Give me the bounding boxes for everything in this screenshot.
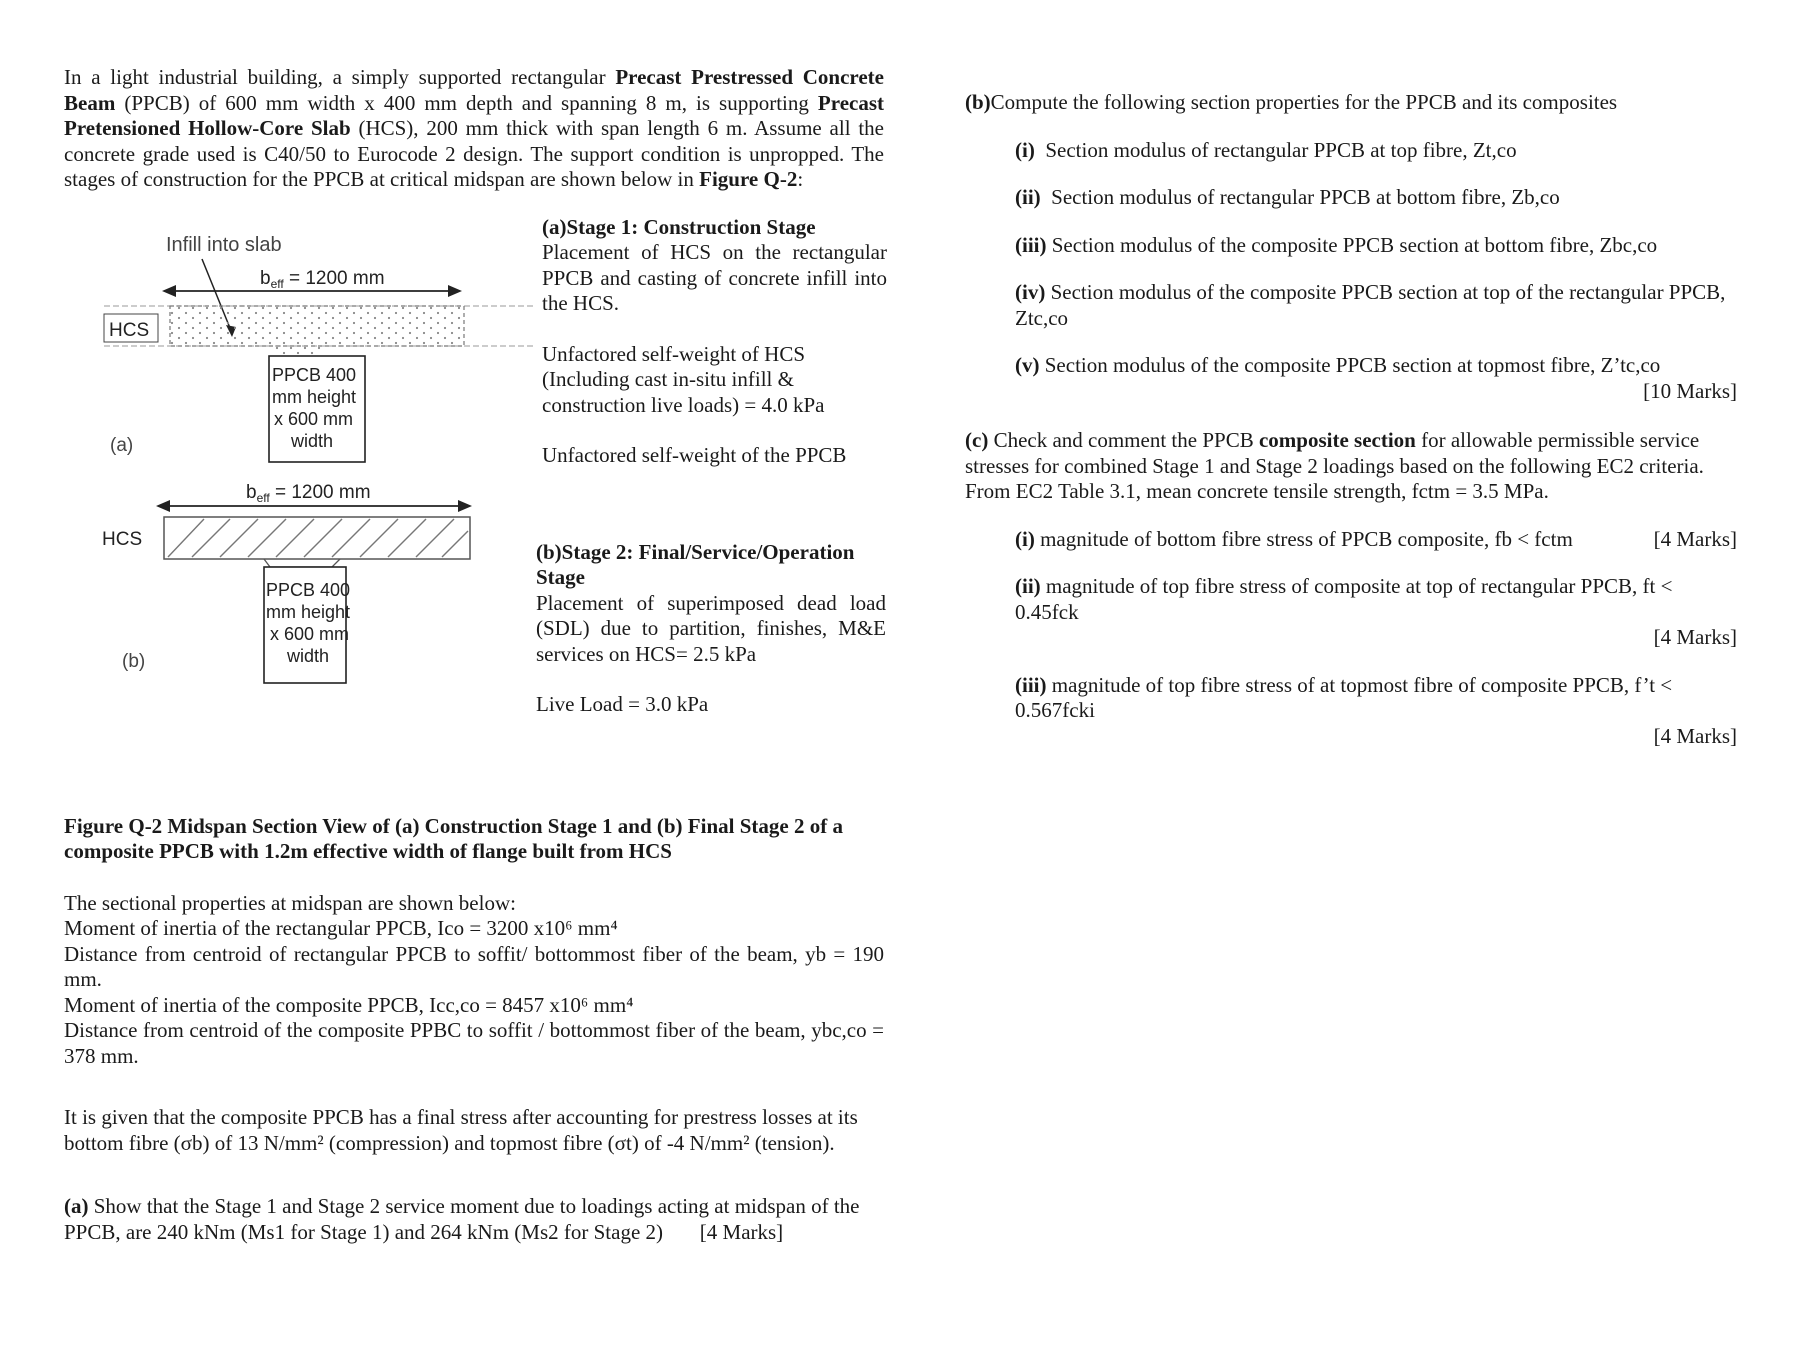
hcs-label-b: HCS (102, 528, 143, 550)
beam-text-a3: x 600 mm (274, 408, 354, 429)
stage2-live: Live Load = 3.0 kPa (536, 692, 709, 716)
question-b-list (965, 138, 1737, 379)
question-a-marks: [4 Marks] (699, 1219, 784, 1244)
hcs-slab-b (164, 517, 470, 559)
intro-paragraph: In a light industrial building, a simply supported rectangular Precast Prestressed Concrete Beam (PPCB) of 600 mm width x 400 mm depth and spanning 8 m, is supporting Precast Pretensioned Hollow-Core Slab (HCS), 200 mm thick with span length 6 m. Assume all the concrete grade used is C40/50 to Eurocode 2 design. The support condition is unpropped. The stages of construction for the PPCB at critical midspan are shown below in Figure Q-2: (64, 65, 884, 191)
qb-item-iii: (iii) Section modulus of the composite PPCB section at bottom fibre, Zbc,co (1015, 232, 1658, 257)
beam-text-b1: PPCB 400 (266, 579, 351, 600)
question-c-list (965, 527, 1737, 750)
props-ybc: Distance from centroid of the composite PPBC to soffit / bottommost fiber of the beam, ybc,co = 378 mm. (64, 1018, 884, 1068)
beam-text-b4: width (287, 645, 330, 666)
stage1-desc: Placement of HCS on the rectangular PPCB and casting of concrete infill into the HCS. (542, 240, 887, 315)
figure-caption: Figure Q-2 Midspan Section View of (a) Construction Stage 1 and (b) Final Stage 2 of a composite PPCB with 1.2m effective width of flange built from HCS (64, 813, 843, 863)
qc-item-i: (i) magnitude of bottom fibre stress of PPCB composite, fb < fctm [4 Marks] (1015, 526, 1737, 551)
panel-a (104, 234, 534, 462)
beam-text-a4: width (291, 430, 334, 451)
right-column (965, 90, 1737, 749)
question-b: (b)Compute the following section properties for the PPCB and its composites (965, 90, 1618, 114)
stage1-load1: Unfactored self-weight of HCS (Including cast in-situ infill & construction live loads) = 4.0 kPa (542, 341, 825, 417)
props-intro: The sectional properties at midspan are shown below: (64, 890, 516, 915)
props-ico: Moment of inertia of the rectangular PPCB, Ico = 3200 x10⁶ mm⁴ (64, 916, 618, 940)
beff-label-a: $b_{eff} = 1200$ mm (260, 267, 385, 291)
section-diagram (64, 215, 534, 800)
panel-b (102, 482, 472, 683)
qc-item-ii: (ii) magnitude of top fibre stress of composite at top of rectangular PPCB, ft < 0.45fck [4 Marks] (1015, 574, 1737, 649)
qb-item-i: (i) Section modulus of rectangular PPCB at top fibre, Zt,co (1015, 137, 1517, 162)
stage1-load2: Unfactored self-weight of the PPCB (542, 443, 847, 467)
infill-joint-a (272, 346, 324, 356)
question-b-marks: [10 Marks] (1643, 378, 1737, 403)
stage2-text (536, 540, 886, 718)
question-c: (c) Check and comment the PPCB composite section for allowable permissible service stresses for combined Stage 1 and Stage 2 loadings based on the following EC2 criteria. (965, 428, 1704, 478)
panel-label-a: (a) (110, 434, 134, 456)
given-stresses: It is given that the composite PPCB has a final stress after accounting for prestress losses at its bottom fibre (σb) of 13 N/mm² (compression) and topmost fibre (σt) of -4 N/mm² (tension). (64, 1105, 858, 1155)
qb-item-iv: (iv) Section modulus of the composite PPCB section at top of the rectangular PPCB, Ztc,co (1015, 280, 1726, 330)
left-column (64, 65, 887, 1245)
stage1-title: (a)Stage 1: Construction Stage (542, 214, 816, 239)
stage1-text (542, 215, 887, 469)
props-icc: Moment of inertia of the composite PPCB, Icc,co = 8457 x10⁶ mm⁴ (64, 992, 634, 1017)
qc-item-iii: (iii) magnitude of top fibre stress of at topmost fibre of composite PPCB, f’t < 0.567fcki [4 Marks] (1015, 672, 1737, 748)
beam-text-b3: x 600 mm (270, 623, 350, 644)
figure-q2 (64, 214, 887, 800)
props-yb: Distance from centroid of rectangular PPCB to soffit/ bottommost fiber of the beam, yb = 190 mm. (64, 941, 884, 991)
stage2-desc: Placement of superimposed dead load (SDL) due to partition, finishes, M&E services on HCS= 2.5 kPa (536, 590, 886, 666)
hcs-slab-a (170, 306, 464, 346)
question-a: (a) Show that the Stage 1 and Stage 2 service moment due to loadings acting at midspan of the PPCB, are 240 kNm (Ms1 for Stage 1) and 264 kNm (Ms2 for Stage 2) [4 Marks] (64, 1194, 860, 1244)
question-c-ec2: From EC2 Table 3.1, mean concrete tensile strength, fctm = 3.5 MPa. (965, 479, 1549, 503)
beam-text-b2: mm height (266, 601, 351, 622)
infill-label: Infill into slab (166, 233, 282, 256)
beff-label-b: $b_{eff} = 1200$ mm (246, 481, 371, 505)
qb-item-ii: (ii) Section modulus of rectangular PPCB at bottom fibre, Zb,co (1015, 185, 1560, 209)
stage2-title: (b)Stage 2: Final/Service/Operation Stage (536, 539, 855, 589)
panel-label-b: (b) (122, 650, 146, 672)
qb-item-v: (v) Section modulus of the composite PPCB section at topmost fibre, Z’tc,co (1015, 353, 1661, 377)
hcs-label-a: HCS (109, 319, 150, 341)
joint-b (264, 559, 340, 567)
beam-text-a1: PPCB 400 (272, 364, 357, 385)
beam-text-a2: mm height (272, 386, 357, 407)
